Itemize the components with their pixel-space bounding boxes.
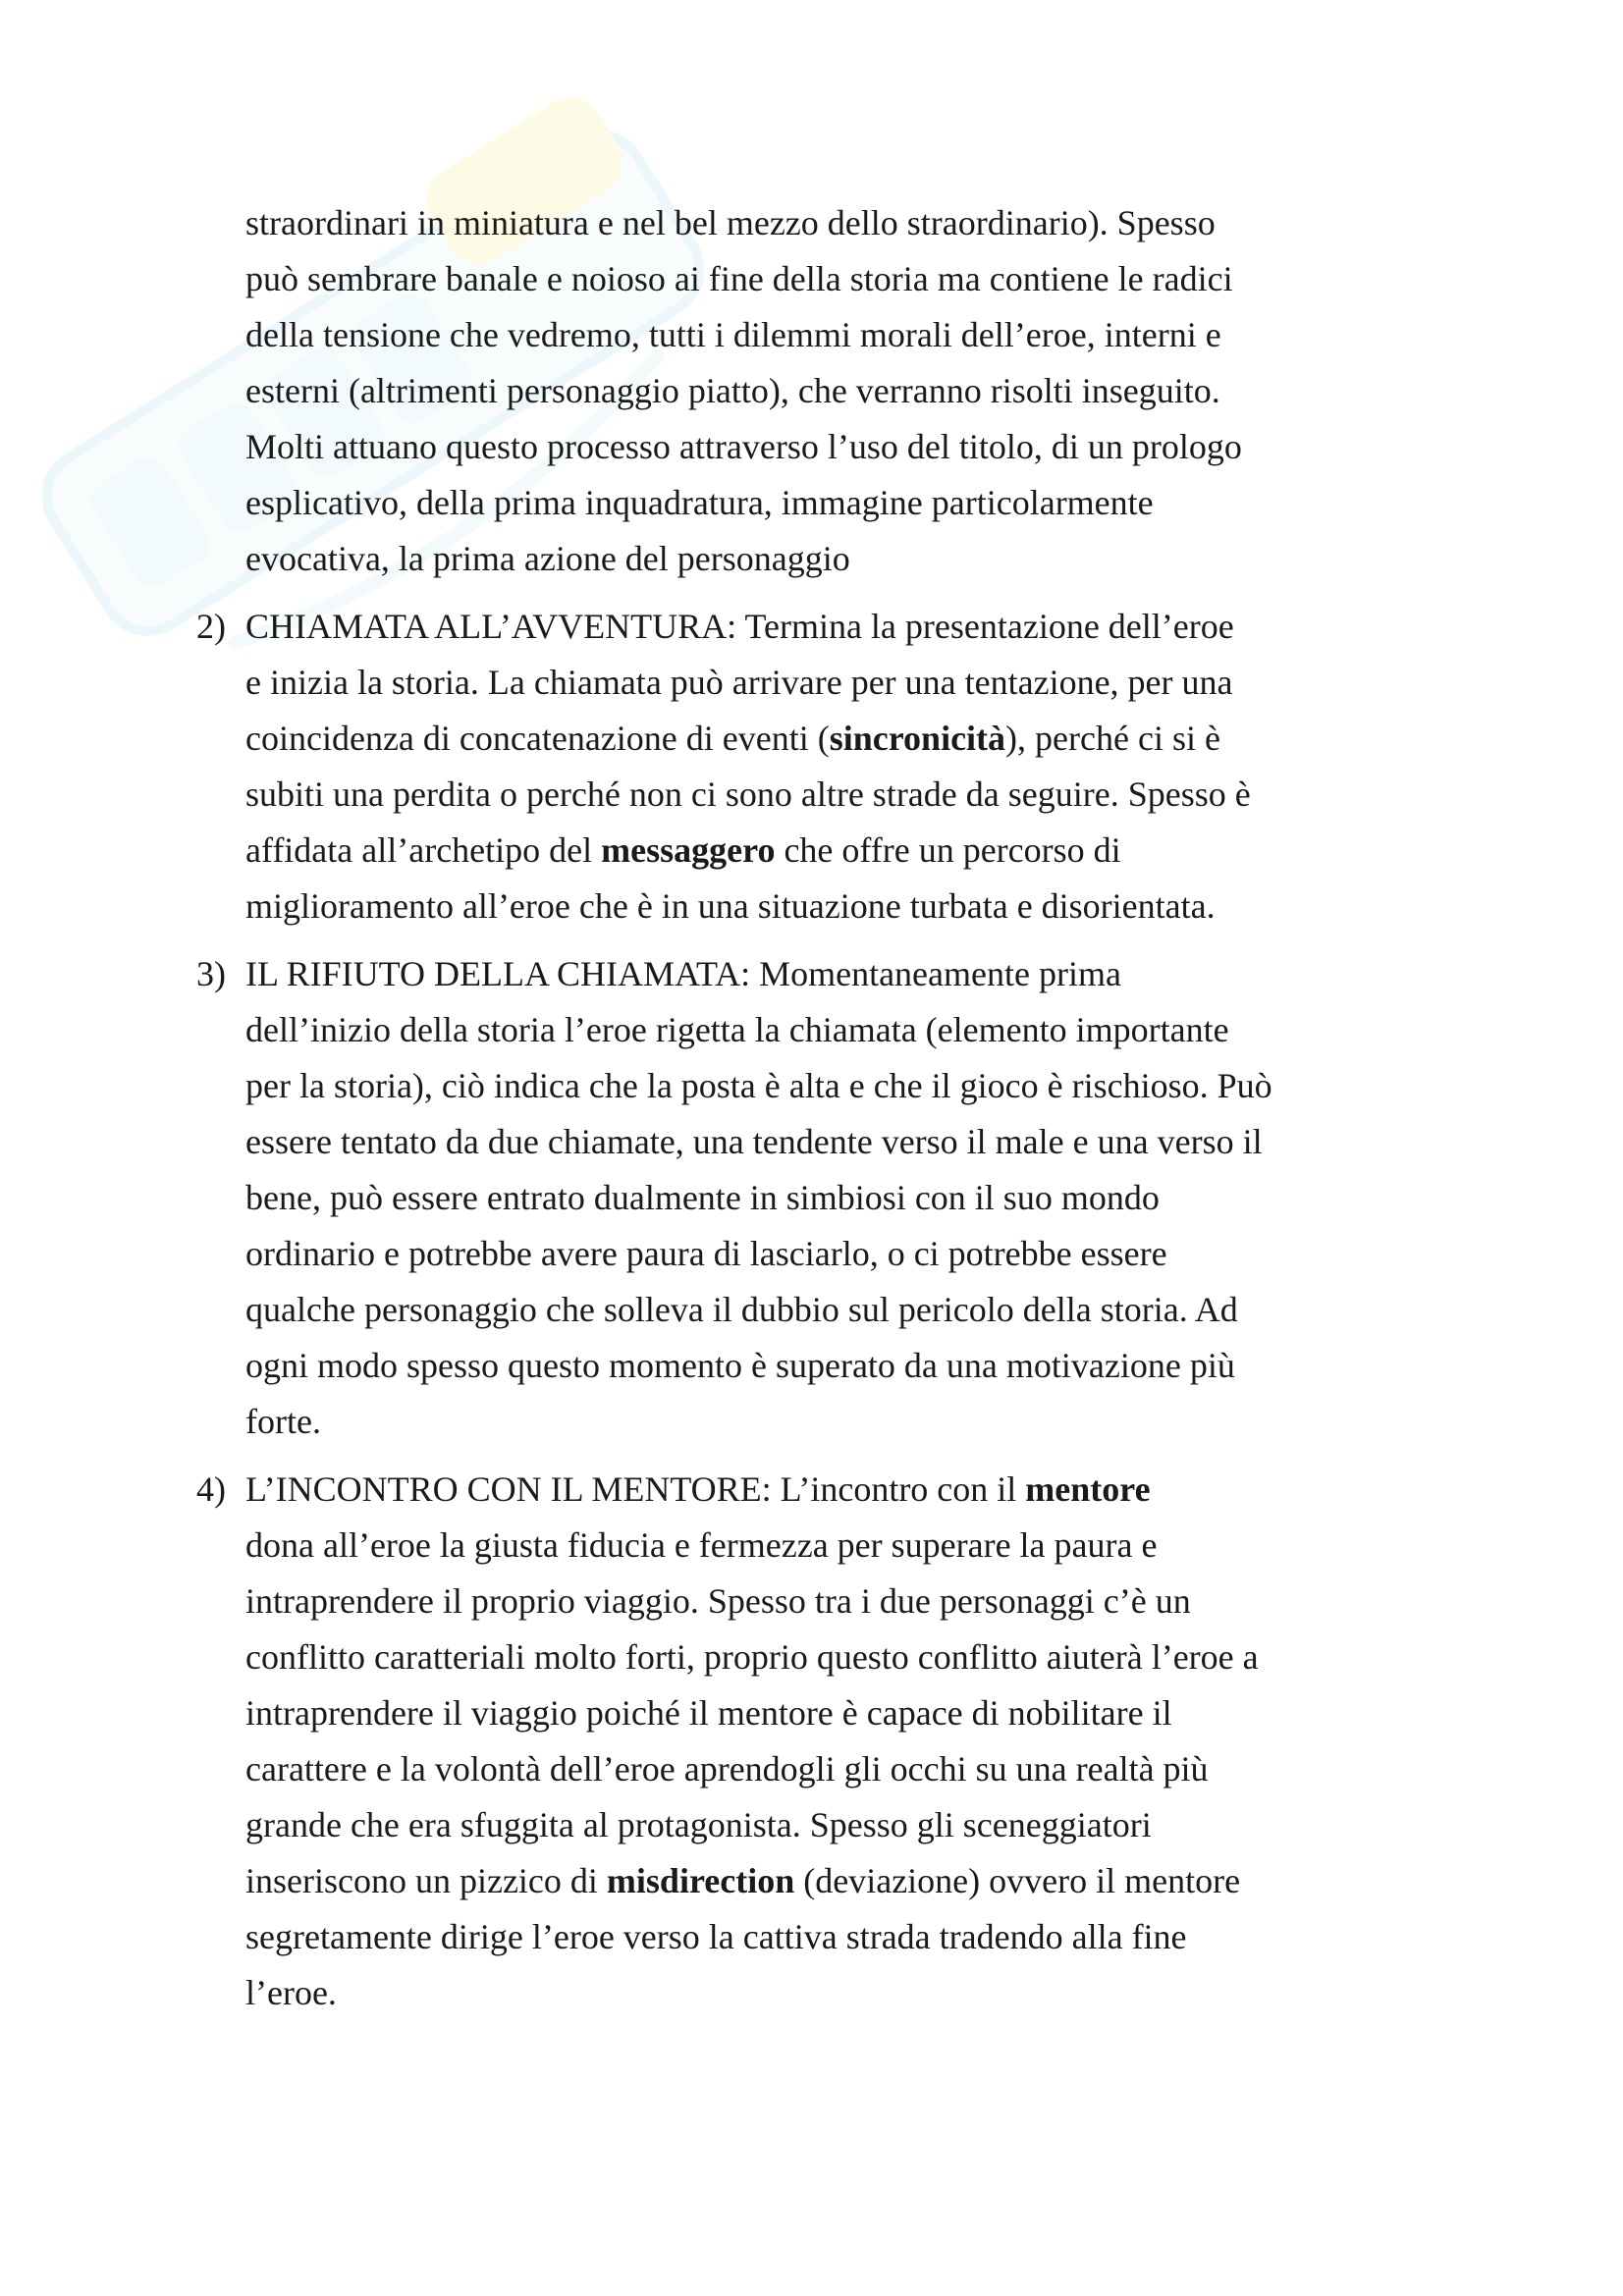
text-run: carattere e la volontà dell’eroe aprendogli gli occhi su una realtà più [245,1749,1209,1789]
text-run: intraprendere il viaggio poiché il mentore è capace di nobilitare il [245,1693,1172,1733]
text-line [245,531,1522,587]
text-line [245,1002,1522,1058]
text-line [245,1574,1522,1629]
text-run: l’eroe. [245,1973,337,2012]
text-line [245,307,1522,363]
text-line [245,599,1522,655]
text-run: IL RIFIUTO DELLA CHIAMATA: Momentaneamente prima [245,954,1121,993]
text-run: ogni modo spesso questo momento è superato da una motivazione più [245,1346,1235,1385]
text-run: coincidenza di concatenazione di eventi ( [245,719,830,758]
text-line [245,946,1522,1002]
text-run: segretamente dirige l’eroe verso la cattiva strada tradendo alla fine [245,1917,1187,1956]
text-run: straordinari in miniatura e nel bel mezzo dello straordinario). Spesso [245,203,1216,242]
text-run: essere tentato da due chiamate, una tendente verso il male e una verso il [245,1122,1263,1161]
text-line [245,1741,1522,1797]
item-text [245,599,1522,934]
text-line [245,1629,1522,1685]
text-line [245,1853,1522,1909]
text-line [245,1226,1522,1282]
text-line [245,1462,1522,1518]
text-run: CHIAMATA ALL’AVVENTURA: Termina la presentazione dell’eroe [245,607,1234,646]
text-line [245,419,1522,475]
text-line [245,1685,1522,1741]
text-run: dona all’eroe la giusta fiducia e fermezza per superare la paura e [245,1525,1158,1565]
text-run: e inizia la storia. La chiamata può arrivare per una tentazione, per una [245,663,1233,702]
text-line [245,655,1522,711]
item-number: 2) [196,607,226,646]
text-run: (deviazione) ovvero il mentore [794,1861,1241,1900]
text-run: grande che era sfuggita al protagonista. Spesso gli sceneggiatori [245,1805,1152,1844]
text-run: evocativa, la prima azione del personaggio [245,539,850,578]
text-run: subiti una perdita o perché non ci sono altre strade da seguire. Spesso è [245,774,1251,814]
text-line [245,1114,1522,1170]
text-line [245,363,1522,419]
bold-term: misdirection [606,1861,795,1900]
text-run: esplicativo, della prima inquadratura, immagine particolarmente [245,483,1154,522]
text-line [245,1282,1522,1338]
text-run: L’INCONTRO CON IL MENTORE: L’incontro con il [245,1469,1026,1509]
text-line [245,251,1522,307]
numbered-list [196,599,1522,2021]
text-run: ), perché ci si è [1005,719,1220,758]
item-number: 4) [196,1469,226,1509]
text-line [245,1797,1522,1853]
text-line [245,767,1522,823]
text-run: miglioramento all’eroe che è in una situazione turbata e disorientata. [245,886,1216,926]
text-line [245,1170,1522,1226]
text-run: forte. [245,1402,321,1441]
text-run: ordinario e potrebbe avere paura di lasciarlo, o ci potrebbe essere [245,1234,1167,1273]
text-run: qualche personaggio che solleva il dubbio sul pericolo della storia. Ad [245,1290,1238,1329]
item-text [245,1462,1522,2021]
intro-paragraph [245,195,1522,587]
numbered-item [196,1462,1522,2021]
numbered-item [196,946,1522,1450]
item-text [245,946,1522,1450]
text-line [245,195,1522,251]
text-run: conflitto caratteriali molto forti, proprio questo conflitto aiuterà l’eroe a [245,1637,1259,1677]
text-run: per la storia), ciò indica che la posta è alta e che il gioco è rischioso. Può [245,1066,1272,1105]
bold-term: sincronicità [829,719,1006,758]
text-run: che offre un percorso di [775,830,1121,870]
text-run: intraprendere il proprio viaggio. Spesso tra i due personaggi c’è un [245,1581,1191,1621]
text-line [245,475,1522,531]
document-body [196,195,1522,2021]
text-run: inseriscono un pizzico di [245,1861,607,1900]
text-run: della tensione che vedremo, tutti i dilemmi morali dell’eroe, interni e [245,315,1221,354]
text-run: Molti attuano questo processo attraverso l’uso del titolo, di un prologo [245,427,1242,466]
text-line [245,1338,1522,1394]
text-line [245,1394,1522,1450]
text-line [245,1518,1522,1574]
text-line [245,1058,1522,1114]
numbered-item [196,599,1522,934]
text-run: affidata all’archetipo del [245,830,602,870]
text-line [245,711,1522,767]
bold-term: mentore [1025,1469,1151,1509]
bold-term: messaggero [601,830,776,870]
text-line [245,823,1522,879]
text-line [245,879,1522,934]
text-run: può sembrare banale e noioso ai fine della storia ma contiene le radici [245,259,1233,298]
text-run: dell’inizio della storia l’eroe rigetta la chiamata (elemento importante [245,1010,1229,1049]
text-run: esterni (altrimenti personaggio piatto), che verranno risolti inseguito. [245,371,1220,410]
text-line [245,1909,1522,1965]
item-number: 3) [196,954,226,993]
text-run: bene, può essere entrato dualmente in simbiosi con il suo mondo [245,1178,1160,1217]
text-line [245,1965,1522,2021]
